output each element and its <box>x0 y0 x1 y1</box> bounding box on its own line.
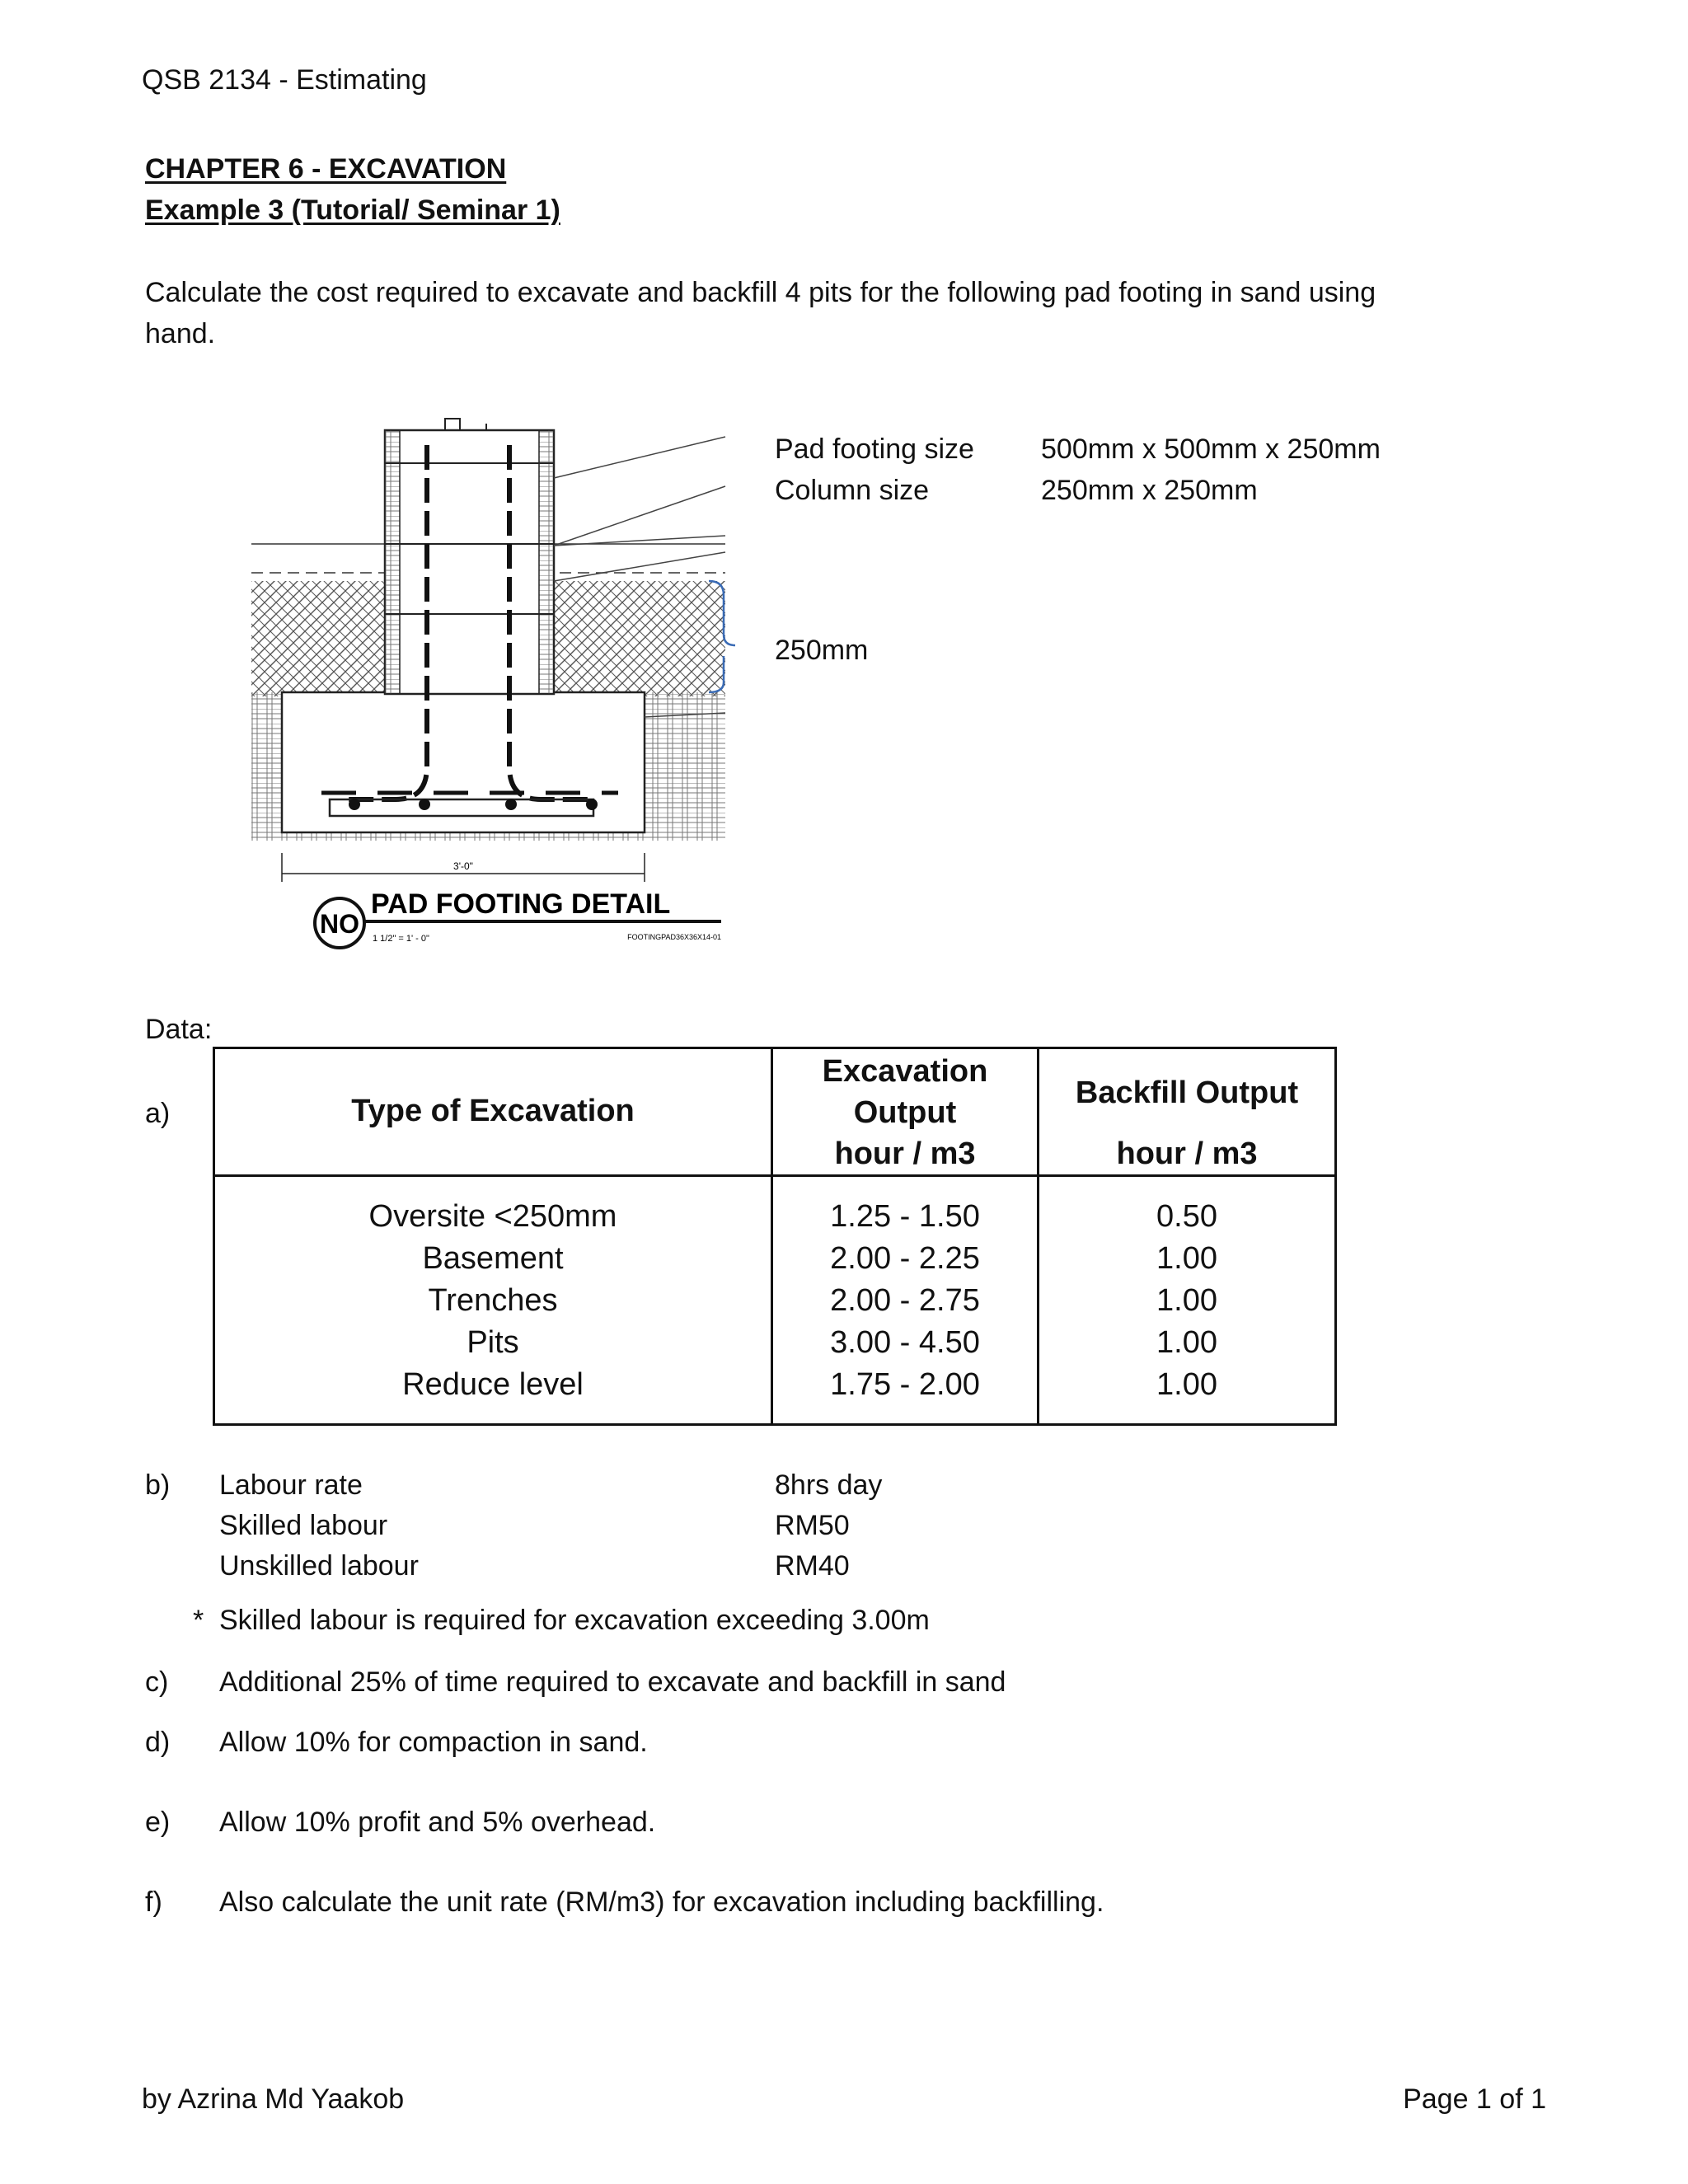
pad-footing <box>282 692 645 832</box>
spec-value: 500mm x 500mm x 250mm <box>1041 434 1381 465</box>
cell-type: Reduce level <box>402 1367 584 1402</box>
item-label: e) <box>145 1807 171 1838</box>
cell-excavation: 2.00 - 2.25 <box>830 1241 980 1276</box>
footer-author: by Azrina Md Yaakob <box>142 2083 405 2115</box>
data-label: Data: <box>145 1014 213 1045</box>
note-asterisk: * <box>193 1605 204 1636</box>
header-excavation-1: Excavation <box>822 1054 988 1089</box>
question-text: Calculate the cost required to excavate and backfill 4 pits for the following pad footing in sand using hand. <box>145 277 1376 349</box>
spec-label: Pad footing size <box>775 434 974 465</box>
cell-backfill: 1.00 <box>1156 1241 1217 1276</box>
item-b-label: b) <box>145 1469 171 1501</box>
spec-value: 250mm x 250mm <box>1041 475 1258 506</box>
item-a-label: a) <box>145 1098 171 1129</box>
cell-excavation: 3.00 - 4.50 <box>830 1325 980 1360</box>
cell-backfill: 1.00 <box>1156 1367 1217 1402</box>
cell-backfill: 0.50 <box>1156 1199 1217 1234</box>
header-backfill-2: hour / m3 <box>1116 1137 1258 1171</box>
excavation-table <box>213 1047 1337 1426</box>
drawing-title: PAD FOOTING DETAIL <box>371 888 671 920</box>
header-excavation-2: Output <box>853 1095 957 1130</box>
cell-type: Oversite <250mm <box>368 1199 617 1234</box>
cell-type: Basement <box>422 1241 564 1276</box>
soil-right <box>554 581 725 696</box>
chapter-title: CHAPTER 6 - EXCAVATION <box>145 153 507 185</box>
labour-row-name: Skilled labour <box>219 1510 388 1541</box>
item-label: f) <box>145 1886 162 1918</box>
item-text: Also calculate the unit rate (RM/m3) for excavation including backfilling. <box>219 1886 1104 1918</box>
course-header: QSB 2134 - Estimating <box>142 64 427 96</box>
item-text: Allow 10% profit and 5% overhead. <box>219 1807 656 1838</box>
cell-backfill: 1.00 <box>1156 1283 1217 1318</box>
badge-text: NO <box>320 909 359 939</box>
spec-label: Column size <box>775 475 930 506</box>
item-label: c) <box>145 1666 169 1698</box>
labour-note: Skilled labour is required for excavation exceeding 3.00m <box>219 1605 930 1636</box>
item-label: d) <box>145 1727 171 1758</box>
labour-row-name: Labour rate <box>219 1469 363 1501</box>
cell-backfill: 1.00 <box>1156 1325 1217 1360</box>
depth-note: 250mm <box>775 635 869 666</box>
labour-row-value: RM40 <box>775 1550 850 1582</box>
pad-footing-drawing <box>247 412 742 956</box>
item-text: Allow 10% for compaction in sand. <box>219 1727 648 1758</box>
cell-excavation: 2.00 - 2.75 <box>830 1283 980 1318</box>
cell-excavation: 1.25 - 1.50 <box>830 1199 980 1234</box>
footer-page: Page 1 of 1 <box>1403 2083 1546 2115</box>
drawing-ref: FOOTINGPAD36X36X14-01 <box>627 933 721 941</box>
header-backfill-1: Backfill Output <box>1075 1076 1299 1110</box>
width-dimension: 3'-0" <box>453 860 473 872</box>
labour-row-name: Unskilled labour <box>219 1550 419 1582</box>
item-text: Additional 25% of time required to excavate and backfill in sand <box>219 1666 1006 1698</box>
labour-row-value: RM50 <box>775 1510 850 1541</box>
cell-excavation: 1.75 - 2.00 <box>830 1367 980 1402</box>
soil-left <box>251 581 385 696</box>
example-title: Example 3 (Tutorial/ Seminar 1) <box>145 194 560 226</box>
header-type: Type of Excavation <box>351 1094 635 1128</box>
header-excavation-3: hour / m3 <box>834 1137 976 1171</box>
labour-row-value: 8hrs day <box>775 1469 883 1501</box>
cell-type: Trenches <box>428 1283 558 1318</box>
drawing-scale: 1 1/2" = 1' - 0" <box>373 934 429 944</box>
column <box>385 430 554 694</box>
cell-type: Pits <box>467 1325 519 1360</box>
